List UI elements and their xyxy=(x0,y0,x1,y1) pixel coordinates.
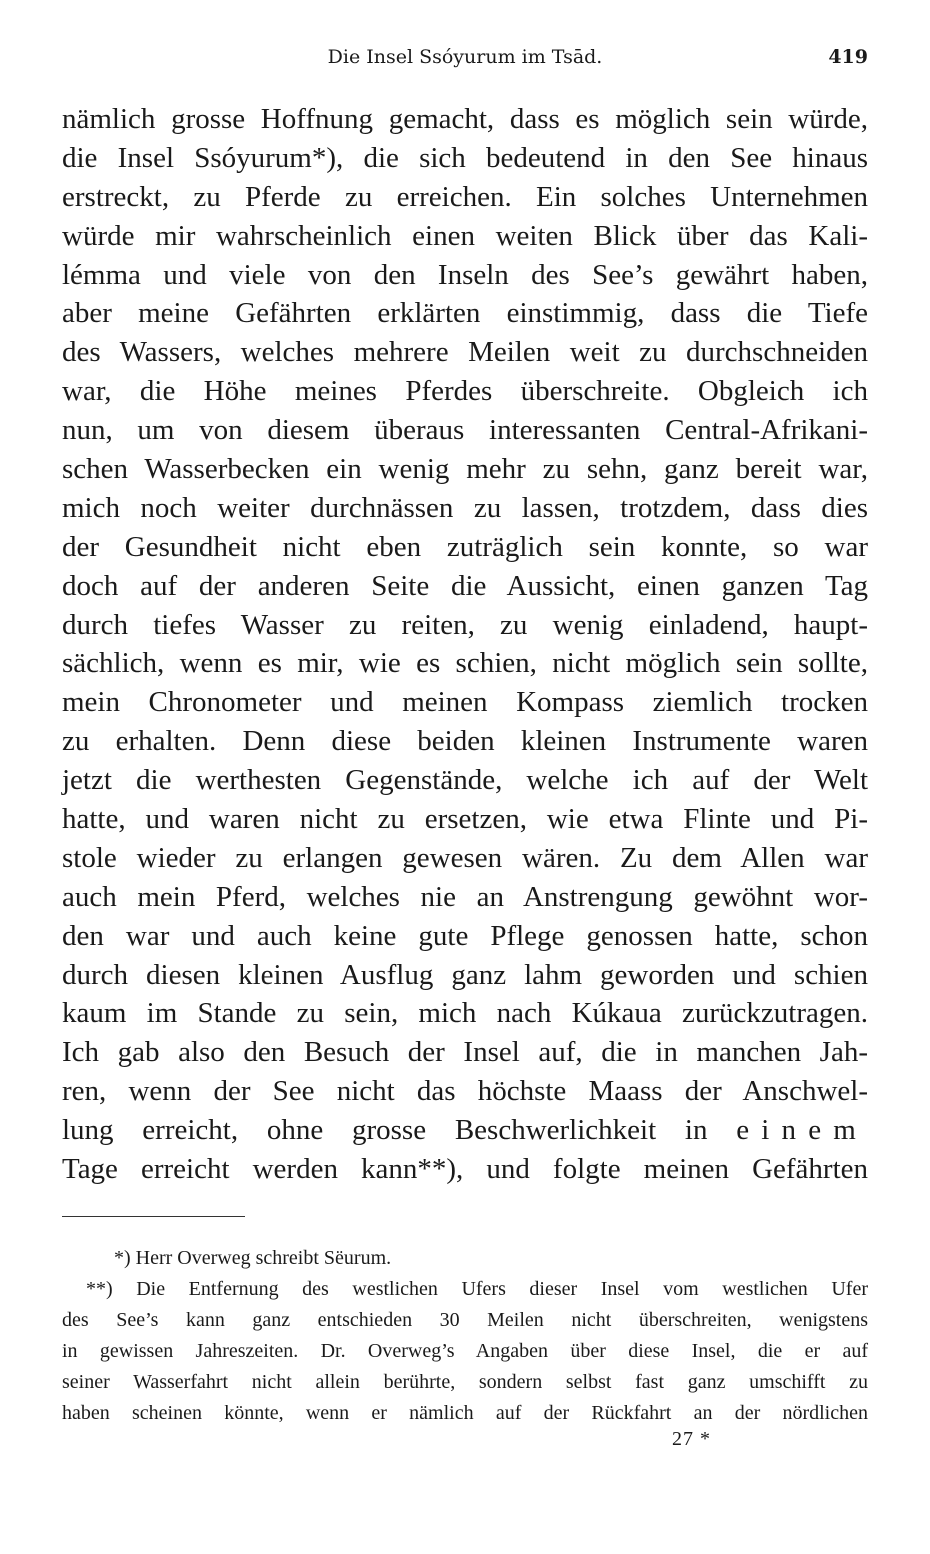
text-line: sächlich, wenn es mir, wie es schien, nicht möglich sein sollte, xyxy=(62,647,868,680)
text-line: hatte, und waren nicht zu ersetzen, wie etwa Flinte und Pi- xyxy=(62,803,868,836)
text-line: ren, wenn der See nicht das höchste Maass der Anschwel- xyxy=(62,1075,868,1108)
text-line: erstreckt, zu Pferde zu erreichen. Ein solches Unternehmen xyxy=(62,180,868,213)
footnote-line: *) Herr Overweg schreibt Sëurum. xyxy=(114,1247,392,1269)
text-line: aber meine Gefährten erklärten einstimmig, dass die Tiefe xyxy=(62,297,868,330)
spaced-emphasis-word: einem xyxy=(736,1114,869,1147)
text-line: schen Wasserbecken ein wenig mehr zu sehn, ganz bereit war, xyxy=(62,453,868,486)
text-line: auch mein Pferd, welches nie an Anstrengung gewöhnt wor- xyxy=(62,880,868,913)
text-line: würde mir wahrscheinlich einen weiten Blick über das Kali- xyxy=(62,219,868,252)
text-line: Ich gab also den Besuch der Insel auf, die in manchen Jah- xyxy=(62,1036,868,1069)
text-line: stole wieder zu erlangen gewesen wären. Zu dem Allen war xyxy=(62,841,868,874)
text-line: durch diesen kleinen Ausflug ganz lahm geworden und schien xyxy=(62,958,868,991)
text-line-with-spaced-word xyxy=(62,1111,868,1150)
text-line: jetzt die werthesten Gegenstände, welche ich auf der Welt xyxy=(62,764,868,797)
footnote-line: des See’s kann ganz entschieden 30 Meilen nicht überschreiten, wenigstens xyxy=(62,1309,868,1331)
text-line: kaum im Stande zu sein, mich nach Kúkaua zurückzutragen. xyxy=(62,997,868,1030)
footnote-line: seiner Wasserfahrt nicht allein berührte, sondern selbst fast ganz umschifft zu xyxy=(62,1371,868,1393)
text-line: doch auf der anderen Seite die Aussicht, einen ganzen Tag xyxy=(62,569,868,602)
text-line: war, die Höhe meines Pferdes überschreite. Obgleich ich xyxy=(62,375,868,408)
printer-signature: 27 * xyxy=(672,1428,711,1450)
text-line-part: lung erreicht, ohne grosse Beschwerlichkeit in xyxy=(62,1114,708,1147)
footnote-divider xyxy=(62,1216,245,1217)
running-head xyxy=(62,46,868,76)
footnote-line: **) Die Entfernung des westlichen Ufers dieser Insel vom westlichen Ufer xyxy=(86,1278,868,1300)
footnote-line: in gewissen Jahreszeiten. Dr. Overweg’s Angaben über diese Insel, die er auf xyxy=(62,1340,868,1362)
footnotes xyxy=(62,1243,868,1429)
text-line: nämlich grosse Hoffnung gemacht, dass es möglich sein würde, xyxy=(62,103,868,135)
text-line: zu erhalten. Denn diese beiden kleinen Instrumente waren xyxy=(62,725,868,758)
text-line: den war und auch keine gute Pflege genossen hatte, schon xyxy=(62,919,868,952)
body-text xyxy=(62,100,868,1189)
text-line: durch tiefes Wasser zu reiten, zu wenig einladend, haupt- xyxy=(62,608,868,641)
text-line: nun, um von diesem überaus interessanten Central-Afrikani- xyxy=(62,414,868,447)
text-line: mich noch weiter durchnässen zu lassen, trotzdem, dass dies xyxy=(62,491,868,524)
running-title: Die Insel Ssóyurum im Tsād. xyxy=(327,46,603,68)
page-number: 419 xyxy=(828,46,868,68)
text-line: lémma und viele von den Inseln des See’s gewährt haben, xyxy=(62,258,868,291)
text-line: die Insel Ssóyurum*), die sich bedeutend in den See hinaus xyxy=(62,141,868,174)
text-line: der Gesundheit nicht eben zuträglich sein konnte, so war xyxy=(62,530,868,563)
footnote-line: haben scheinen könnte, wenn er nämlich auf der Rückfahrt an der nördlichen xyxy=(62,1402,868,1424)
text-line: Tage erreicht werden kann**), und folgte meinen Gefährten xyxy=(62,1153,868,1186)
text-line: des Wassers, welches mehrere Meilen weit zu durchschneiden xyxy=(62,336,868,369)
text-line: mein Chronometer und meinen Kompass ziemlich trocken xyxy=(62,686,868,719)
